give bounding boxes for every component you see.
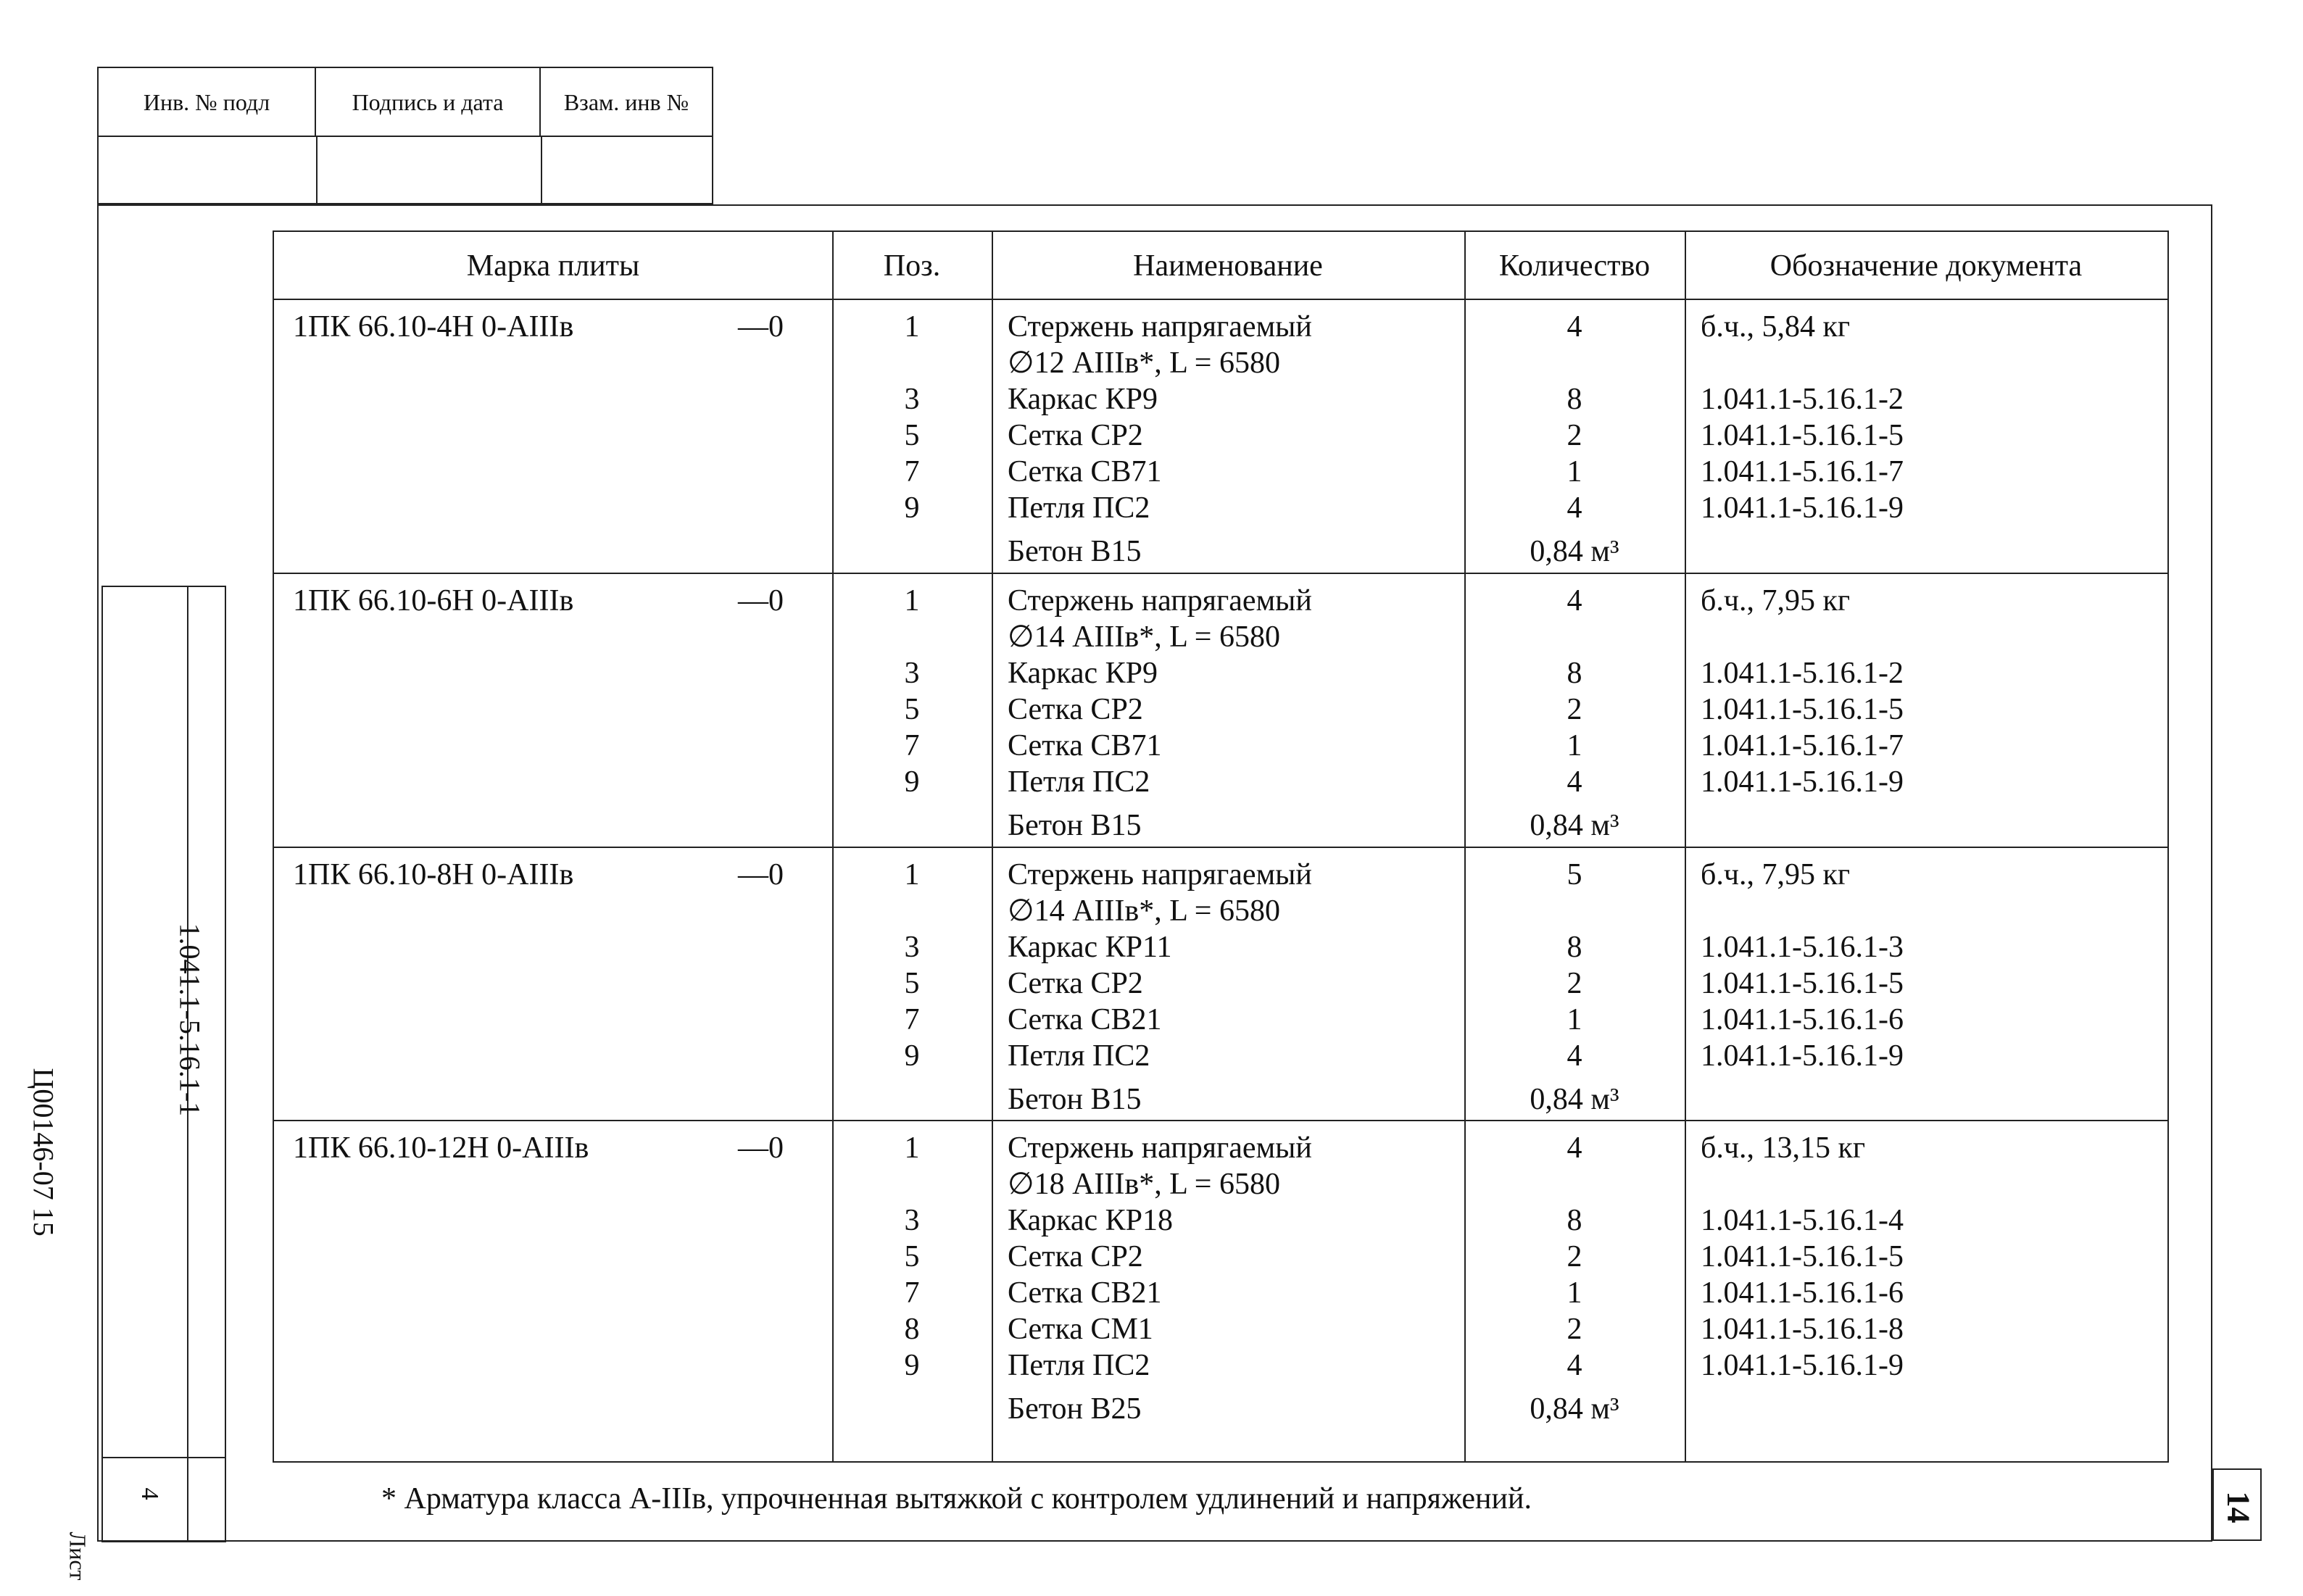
sheet-number: 4 bbox=[136, 1487, 163, 1500]
row-pos: 1 bbox=[904, 1131, 920, 1165]
stamp-divider bbox=[541, 136, 542, 203]
row-name: ∅14 АIIIв*, L = 6580 bbox=[1008, 894, 1280, 928]
group-divider bbox=[274, 847, 2167, 848]
row-pos: 3 bbox=[904, 657, 920, 690]
row-name: ∅14 АIIIв*, L = 6580 bbox=[1008, 620, 1280, 654]
row-qty: 4 bbox=[1567, 765, 1582, 799]
row-name: Каркас КР9 bbox=[1008, 657, 1158, 690]
row-name: Петля ПС2 bbox=[1008, 1349, 1150, 1382]
row-qty: 1 bbox=[1567, 455, 1582, 489]
row-qty: 8 bbox=[1567, 931, 1582, 964]
row-qty: 4 bbox=[1567, 310, 1582, 344]
row-pos: 9 bbox=[904, 1039, 920, 1073]
row-pos: 5 bbox=[904, 1240, 920, 1273]
slab-mark-suffix: —0 bbox=[738, 310, 784, 344]
header-mark: Марка плиты bbox=[466, 249, 640, 283]
row-name: Сетка СВ71 bbox=[1008, 729, 1162, 762]
row-pos: 7 bbox=[904, 729, 920, 762]
row-doc: 1.041.1-5.16.1-2 bbox=[1701, 383, 1904, 416]
row-qty: 2 bbox=[1567, 1240, 1582, 1273]
row-qty: 8 bbox=[1567, 383, 1582, 416]
approval-stamp bbox=[97, 67, 713, 204]
row-doc: 1.041.1-5.16.1-7 bbox=[1701, 455, 1904, 489]
header-pos: Поз. bbox=[883, 249, 941, 283]
row-qty: 2 bbox=[1567, 967, 1582, 1000]
row-name: ∅12 АIIIв*, L = 6580 bbox=[1008, 346, 1280, 380]
row-doc: б.ч., 13,15 кг bbox=[1701, 1131, 1866, 1165]
side-divider bbox=[103, 1457, 225, 1458]
row-name: Сетка СР2 bbox=[1008, 693, 1143, 726]
row-name: ∅18 АIIIв*, L = 6580 bbox=[1008, 1168, 1280, 1201]
row-pos: 7 bbox=[904, 455, 920, 489]
row-doc: 1.041.1-5.16.1-8 bbox=[1701, 1313, 1904, 1346]
row-name: Сетка СВ71 bbox=[1008, 455, 1162, 489]
specification-table bbox=[273, 230, 2169, 1463]
row-doc: 1.041.1-5.16.1-9 bbox=[1701, 765, 1904, 799]
header-name: Наименование bbox=[1133, 249, 1323, 283]
slab-mark-suffix: —0 bbox=[738, 858, 784, 891]
row-qty: 2 bbox=[1567, 693, 1582, 726]
row-doc: 1.041.1-5.16.1-9 bbox=[1701, 1349, 1904, 1382]
row-qty: 4 bbox=[1567, 1039, 1582, 1073]
concrete-qty: 0,84 м³ bbox=[1530, 1392, 1619, 1426]
row-pos: 9 bbox=[904, 491, 920, 525]
row-pos: 5 bbox=[904, 419, 920, 452]
row-doc: б.ч., 7,95 кг bbox=[1701, 584, 1851, 618]
row-doc: 1.041.1-5.16.1-5 bbox=[1701, 419, 1904, 452]
stamp-inv-label: Инв. № подл bbox=[99, 68, 316, 137]
row-name: Сетка СМ1 bbox=[1008, 1313, 1153, 1346]
slab-mark: 1ПК 66.10-12Н 0-АIIIв bbox=[293, 1131, 589, 1165]
row-name: Каркас КР18 bbox=[1008, 1204, 1174, 1237]
row-pos: 3 bbox=[904, 383, 920, 416]
row-pos: 7 bbox=[904, 1276, 920, 1310]
header-divider bbox=[274, 299, 2167, 300]
row-name: Стержень напрягаемый bbox=[1008, 1131, 1312, 1165]
row-pos: 3 bbox=[904, 1204, 920, 1237]
row-name: Сетка СР2 bbox=[1008, 1240, 1143, 1273]
row-doc: 1.041.1-5.16.1-5 bbox=[1701, 967, 1904, 1000]
slab-mark-suffix: —0 bbox=[738, 1131, 784, 1165]
row-doc: б.ч., 5,84 кг bbox=[1701, 310, 1851, 344]
row-qty: 4 bbox=[1567, 491, 1582, 525]
row-name: Сетка СР2 bbox=[1008, 967, 1143, 1000]
row-pos: 5 bbox=[904, 693, 920, 726]
row-qty: 1 bbox=[1567, 1276, 1582, 1310]
row-doc: 1.041.1-5.16.1-3 bbox=[1701, 931, 1904, 964]
slab-mark-suffix: —0 bbox=[738, 584, 784, 618]
row-doc: 1.041.1-5.16.1-7 bbox=[1701, 729, 1904, 762]
row-qty: 8 bbox=[1567, 1204, 1582, 1237]
slab-mark: 1ПК 66.10-4Н 0-АIIIв bbox=[293, 310, 574, 344]
row-qty: 5 bbox=[1567, 858, 1582, 891]
concrete-qty: 0,84 м³ bbox=[1530, 809, 1619, 842]
row-pos: 3 bbox=[904, 931, 920, 964]
row-qty: 4 bbox=[1567, 1349, 1582, 1382]
stamp-replace-label: Взам. инв № bbox=[563, 89, 689, 115]
stamp-divider bbox=[316, 136, 318, 203]
row-doc: 1.041.1-5.16.1-5 bbox=[1701, 1240, 1904, 1273]
row-pos: 9 bbox=[904, 765, 920, 799]
row-doc: 1.041.1-5.16.1-9 bbox=[1701, 491, 1904, 525]
row-name: Сетка СВ21 bbox=[1008, 1276, 1162, 1310]
group-divider bbox=[274, 573, 2167, 574]
row-pos: 5 bbox=[904, 967, 920, 1000]
row-name: Сетка СР2 bbox=[1008, 419, 1143, 452]
slab-mark: 1ПК 66.10-6Н 0-АIIIв bbox=[293, 584, 574, 618]
row-qty: 2 bbox=[1567, 419, 1582, 452]
row-name: Петля ПС2 bbox=[1008, 1039, 1150, 1073]
row-name: Стержень напрягаемый bbox=[1008, 584, 1312, 618]
row-doc: 1.041.1-5.16.1-5 bbox=[1701, 693, 1904, 726]
row-name: Каркас КР9 bbox=[1008, 383, 1158, 416]
row-pos: 1 bbox=[904, 584, 920, 618]
header-qty: Количество bbox=[1498, 249, 1651, 283]
concrete-name: Бетон В15 bbox=[1008, 535, 1142, 568]
row-pos: 1 bbox=[904, 858, 920, 891]
concrete-name: Бетон В25 bbox=[1008, 1392, 1142, 1426]
row-qty: 2 bbox=[1567, 1313, 1582, 1346]
header-doc: Обозначение документа bbox=[1769, 249, 2083, 283]
row-qty: 4 bbox=[1567, 1131, 1582, 1165]
concrete-qty: 0,84 м³ bbox=[1530, 535, 1619, 568]
row-name: Петля ПС2 bbox=[1008, 765, 1150, 799]
stamp-divider bbox=[99, 136, 712, 137]
row-doc: 1.041.1-5.16.1-4 bbox=[1701, 1204, 1904, 1237]
sheet-label: Лист bbox=[65, 1531, 91, 1581]
row-qty: 1 bbox=[1567, 1003, 1582, 1036]
row-pos: 9 bbox=[904, 1349, 920, 1382]
row-doc: 1.041.1-5.16.1-2 bbox=[1701, 657, 1904, 690]
row-pos: 8 bbox=[904, 1313, 920, 1346]
concrete-name: Бетон В15 bbox=[1008, 1083, 1142, 1116]
side-doc-code: 1.041.1-5.16.1-1 bbox=[173, 923, 207, 1117]
concrete-name: Бетон В15 bbox=[1008, 809, 1142, 842]
row-pos: 1 bbox=[904, 310, 920, 344]
row-doc: 1.041.1-5.16.1-6 bbox=[1701, 1003, 1904, 1036]
row-name: Каркас КР11 bbox=[1008, 931, 1172, 964]
row-name: Стержень напрягаемый bbox=[1008, 858, 1312, 891]
row-qty: 4 bbox=[1567, 584, 1582, 618]
archive-code: Ц00146-07 15 bbox=[27, 1068, 60, 1237]
row-doc: 1.041.1-5.16.1-9 bbox=[1701, 1039, 1904, 1073]
slab-mark: 1ПК 66.10-8Н 0-АIIIв bbox=[293, 858, 574, 891]
concrete-qty: 0,84 м³ bbox=[1530, 1083, 1619, 1116]
row-doc: б.ч., 7,95 кг bbox=[1701, 858, 1851, 891]
row-qty: 1 bbox=[1567, 729, 1582, 762]
row-doc: 1.041.1-5.16.1-6 bbox=[1701, 1276, 1904, 1310]
row-name: Сетка СВ21 bbox=[1008, 1003, 1162, 1036]
page-number: 14 bbox=[2220, 1491, 2257, 1524]
row-pos: 7 bbox=[904, 1003, 920, 1036]
page-number-box bbox=[2212, 1468, 2262, 1541]
group-divider bbox=[274, 1120, 2167, 1121]
stamp-sign-label: Подпись и дата bbox=[316, 68, 541, 137]
row-name: Петля ПС2 bbox=[1008, 491, 1150, 525]
row-qty: 8 bbox=[1567, 657, 1582, 690]
side-stamp bbox=[65, 586, 226, 1581]
footnote: * Арматура класса А-IIIв, упрочненная вытяжкой с контролем удлинений и напряжений. bbox=[381, 1482, 1532, 1516]
row-name: Стержень напрягаемый bbox=[1008, 310, 1312, 344]
